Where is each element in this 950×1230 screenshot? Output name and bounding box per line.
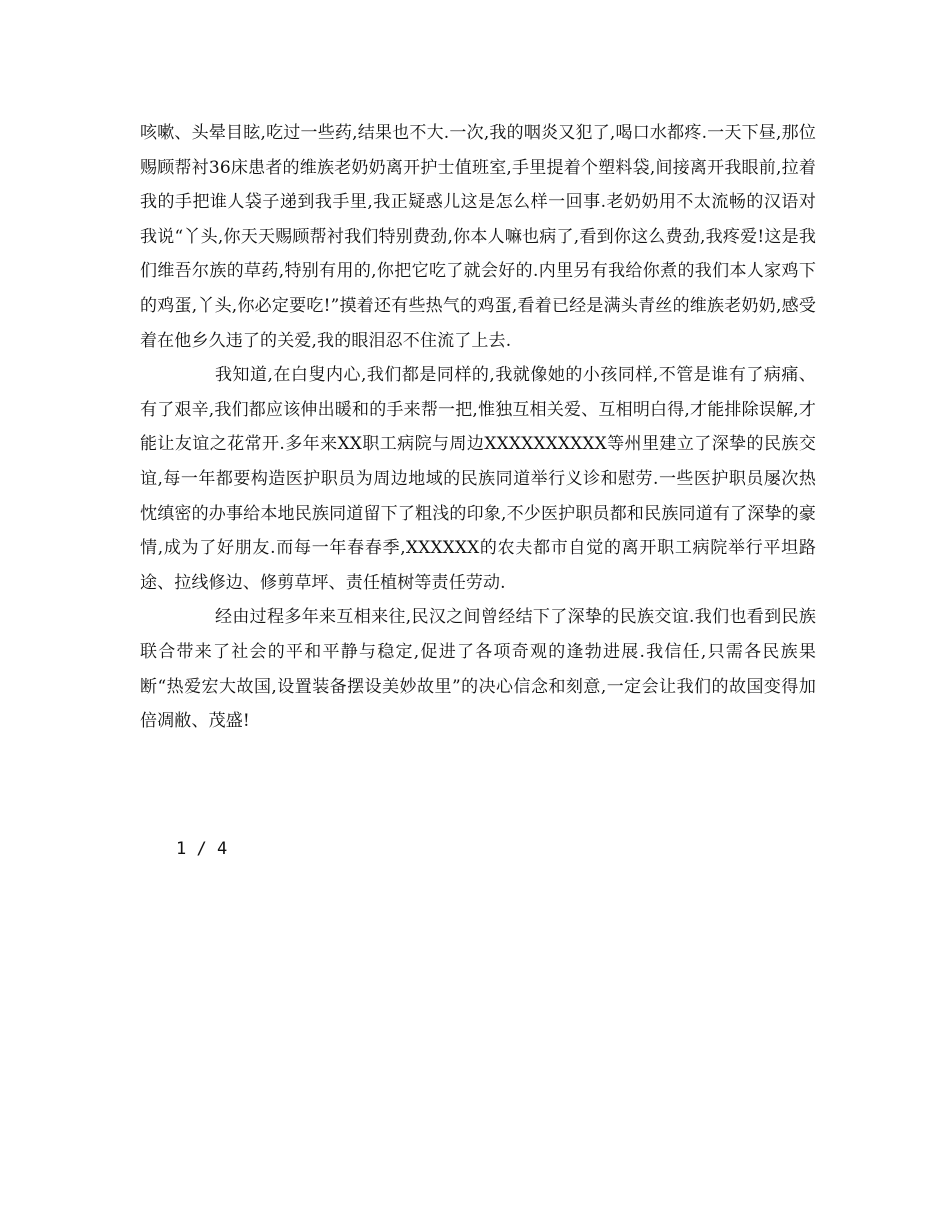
document-body xyxy=(140,116,816,739)
paragraph-1: 咳嗽、头晕目眩,吃过一些药,结果也不大.一次,我的咽炎又犯了,喝口水都疼.一天下昼,那位赐顾帮衬36床患者的维族老奶奶离开护士值班室,手里提着个塑料袋,间接离开我眼前,拉着我的手把谁人袋子递到我手里,我正疑惑儿这是怎么样一回事.老奶奶用不太流畅的汉语对我说“丫头,你天天赐顾帮衬我们特别费劲,你本人嘛也病了,看到你这么费劲,我疼爱!这是我们维吾尔族的草药,特别有用的,你把它吃了就会好的.内里另有我给你煮的我们本人家鸡下的鸡蛋,丫头,你必定要吃!”摸着还有些热气的鸡蛋,看着已经是满头青丝的维族老奶奶,感受着在他乡久违了的关爱,我的眼泪忍不住流了上去. xyxy=(140,123,816,351)
paragraph-2: 我知道,在白叟内心,我们都是同样的,我就像她的小孩同样,不管是谁有了病痛、有了艰辛,我们都应该伸出暖和的手来帮一把,惟独互相关爱、互相明白得,才能排除误解,才能让友谊之花常开.多年来XX职工病院与周边XXXXXXXXXX等州里建立了深挚的民族交谊,每一年都要构造医护职员为周边地域的民族同道举行义诊和慰劳.一些医护职员屡次热忱缜密的办事给本地民族同道留下了粗浅的印象,不少医护职员都和民族同道有了深挚的豪情,成为了好朋友.而每一年春春季,XXXXXX的农夫都市自觉的离开职工病院举行平坦路途、拉线修边、修剪草坪、责任植树等责任劳动. xyxy=(140,365,816,593)
page-number: 1 / 4 xyxy=(176,839,228,859)
paragraph-3: 经由过程多年来互相来往,民汉之间曾经结下了深挚的民族交谊.我们也看到民族联合带来了社会的平和平静与稳定,促进了各项奇观的逢勃进展.我信任,只需各民族果断“热爱宏大故国,设置装备摆设美妙故里”的决心信念和刻意,一定会让我们的故国变得加倍凋敝、茂盛! xyxy=(140,607,816,732)
